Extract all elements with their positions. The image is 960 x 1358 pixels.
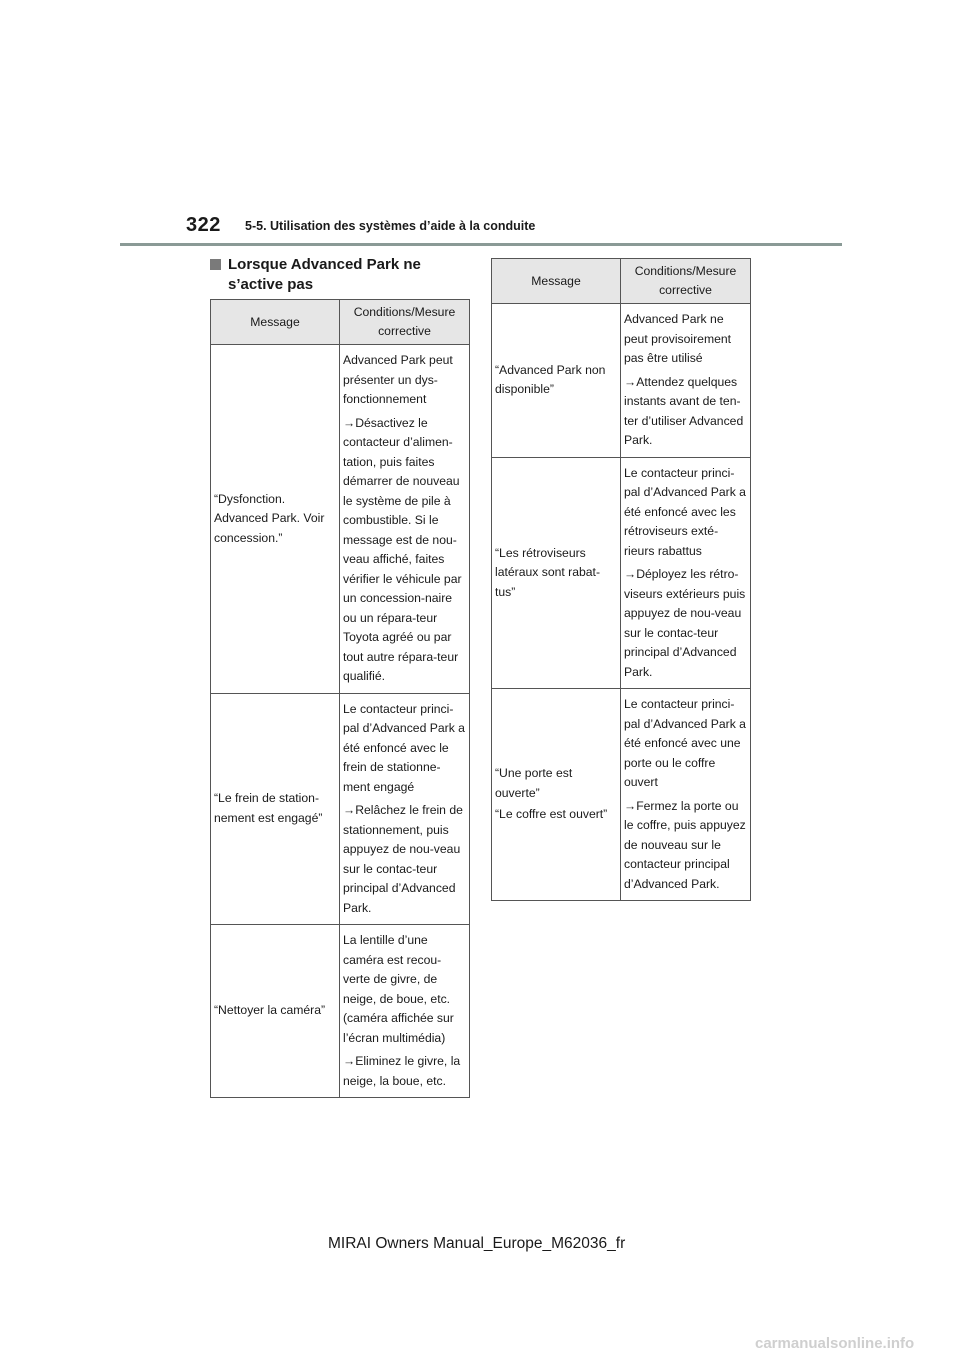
condition-text: La lentille d’une caméra est recou-verte de givre, de neige, de boue, etc. (caméra affichée sur l’écran multimédia) (343, 933, 454, 1045)
corrective-action-text: →Relâchez le frein de stationnement, puis appuyez de nou-veau sur le contac-teur principal d’Advanced Park. (343, 803, 463, 915)
subheading-text: Lorsque Advanced Park ne s’active pas (228, 256, 421, 293)
message-cell (211, 345, 340, 694)
condition-cell (621, 689, 751, 901)
table-body (211, 345, 470, 1098)
message-text: “Le coffre est ouvert” (495, 807, 608, 822)
message-text: “Une porte est ouverte” (495, 766, 573, 800)
message-cell (211, 925, 340, 1098)
square-bullet-icon (210, 259, 221, 270)
footer-manual-name: MIRAI Owners Manual_Europe_M62036_fr (328, 1235, 626, 1252)
table-row (492, 304, 751, 458)
table-body (492, 304, 751, 901)
condition-cell (340, 345, 470, 694)
condition-text: Le contacteur princi-pal d’Advanced Park a été enfoncé avec les rétroviseurs exté-rieurs rabattus (624, 465, 746, 558)
condition-cell (621, 457, 751, 689)
column-header-conditions: Conditions/Mesure corrective (340, 300, 470, 345)
section-title: 5-5. Utilisation des systèmes d’aide à la conduite (245, 219, 536, 233)
table-row (211, 925, 470, 1098)
condition-text: Le contacteur princi-pal d’Advanced Park a été enfoncé avec une porte ou le coffre ouvert (624, 697, 746, 789)
corrective-action-text: →Fermez la porte ou le coffre, puis appuyez de nouveau sur le contacteur principal d’Advanced Park. (624, 798, 746, 891)
message-text: “Le frein de station-nement est engagé” (214, 791, 323, 825)
condition-cell (340, 925, 470, 1098)
condition-text: Le contacteur princi-pal d’Advanced Park a été enfoncé avec le frein de stationne-ment engagé (343, 701, 465, 794)
condition-cell (340, 693, 470, 925)
table-row (211, 345, 470, 694)
header-divider (120, 243, 842, 246)
condition-cell (621, 304, 751, 458)
message-text: “Advanced Park non disponible” (495, 362, 606, 397)
table-row (492, 689, 751, 901)
table-row (211, 693, 470, 925)
column-header-message: Message (211, 300, 340, 345)
corrective-action-text: →Désactivez le contacteur d’alimen-tation, puis faites démarrer de nouveau le système de pile à combustible. Si le message est de nou-veau affiché, faites vérifier le véhicule par un concession-naire ou un répara-teur Toyota agréé ou par tout autre répara-teur qualifié. (343, 415, 462, 683)
message-cell (492, 689, 621, 901)
watermark: carmanualsonline.info (755, 1335, 915, 1352)
message-cell (211, 693, 340, 925)
column-header-message: Message (492, 259, 621, 304)
message-table-left (210, 299, 470, 1098)
table-header-row (492, 259, 751, 304)
corrective-action-text: →Attendez quelques instants avant de ten-ter d’utiliser Advanced Park. (624, 374, 744, 447)
condition-text: Advanced Park ne peut provisoirement pas être utilisé (624, 312, 732, 365)
corrective-action-text: →Déployez les rétro-viseurs extérieurs puis appuyez de nou-veau sur le contac-teur principal d’Advanced Park. (624, 567, 746, 679)
message-table-right (491, 258, 751, 901)
message-text: “Nettoyer la caméra” (214, 1003, 326, 1018)
message-text: “Les rétroviseurs latéraux sont rabat-tus” (495, 545, 601, 599)
column-header-conditions: Conditions/Mesure corrective (621, 259, 751, 304)
message-cell (492, 304, 621, 458)
corrective-action-text: →Eliminez le givre, la neige, la boue, etc. (343, 1054, 461, 1088)
message-text: “Dysfonction. Advanced Park. Voir concession.” (214, 491, 325, 545)
table-row (492, 457, 751, 689)
page-number: 322 (186, 214, 221, 236)
subheading (210, 255, 470, 295)
condition-text: Advanced Park peut présenter un dys-fonctionnement (343, 353, 453, 406)
table-header-row (211, 300, 470, 345)
message-cell (492, 457, 621, 689)
